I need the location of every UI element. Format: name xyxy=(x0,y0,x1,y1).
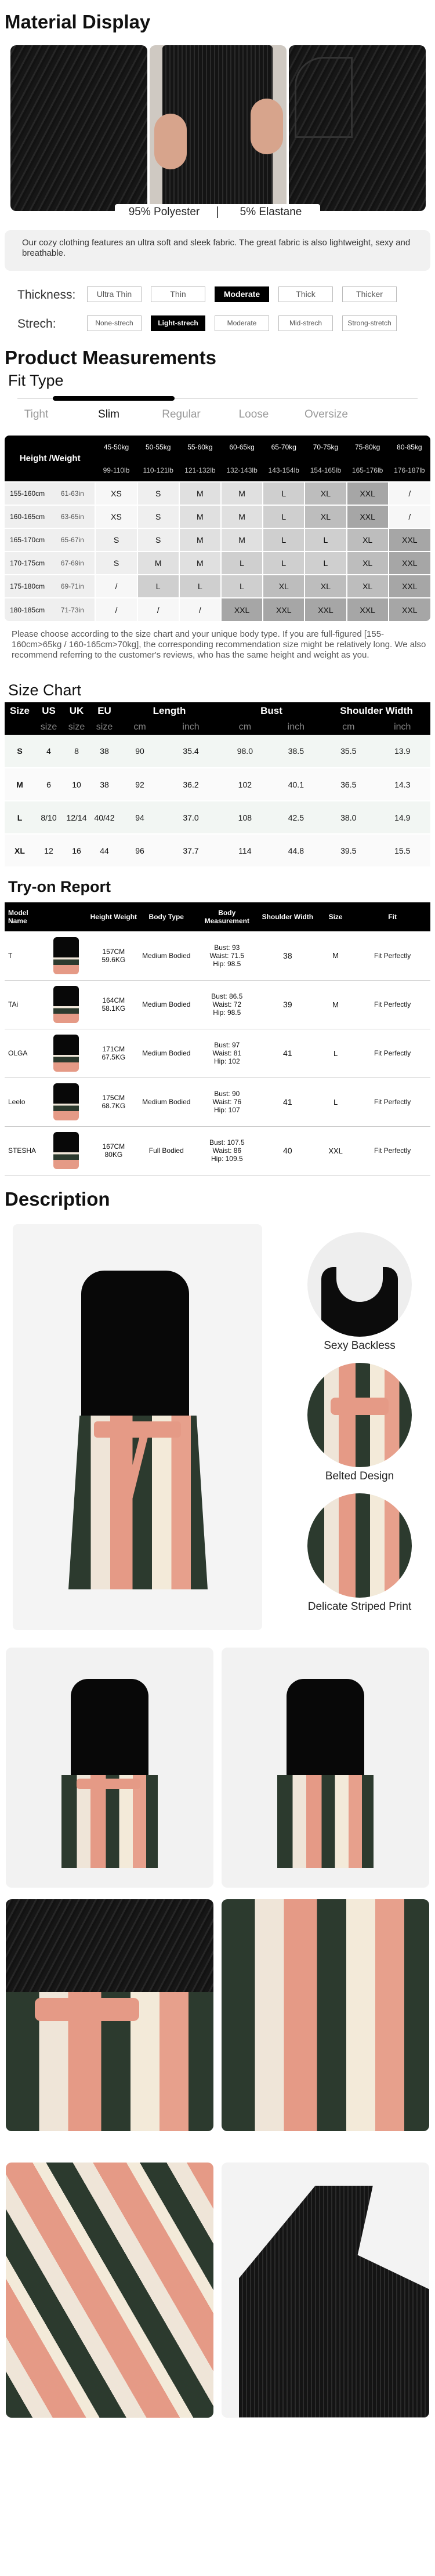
size-chart-row xyxy=(5,801,430,834)
height-weight-header: Height /Weight xyxy=(19,453,81,463)
height-cm: 175-180cm xyxy=(5,575,50,598)
recommended-size-cell: L xyxy=(179,575,221,598)
stretch-option-mid: Mid-strech xyxy=(278,315,333,331)
thickness-options xyxy=(87,286,397,302)
size-recommendation-table-wrap xyxy=(0,429,435,621)
try-on-row xyxy=(5,980,430,1029)
recommended-size-cell: XXL xyxy=(347,598,389,621)
model-height: 164CM xyxy=(102,996,125,1004)
col-us: US xyxy=(42,705,56,716)
body-measurement-cell xyxy=(195,1126,259,1175)
fit-result: Fit Perfectly xyxy=(374,1146,411,1155)
size-value: 37.7 xyxy=(183,846,199,855)
recommended-size-cell: L xyxy=(137,575,179,598)
recommended-size-cell: XXL xyxy=(347,505,389,528)
body-measurement: Hip: 107 xyxy=(213,1106,240,1114)
feature-belt-image xyxy=(307,1363,412,1467)
size-value: 39.5 xyxy=(340,846,357,855)
try-on-row xyxy=(5,931,430,980)
size-value: 44 xyxy=(100,846,109,855)
shoulder-width: 39 xyxy=(283,1000,292,1009)
stripe-fabric-closeup-image xyxy=(222,1899,429,2131)
size-value: 16 xyxy=(72,846,81,855)
size-value: 37.0 xyxy=(183,812,199,822)
model-photo xyxy=(53,937,79,974)
hem-detail-image xyxy=(6,2163,213,2418)
height-weight-cell xyxy=(90,1126,137,1175)
model-height: 175CM xyxy=(102,1094,125,1102)
model-photo-cell xyxy=(42,1077,90,1126)
recommended-size-cell: / xyxy=(389,505,430,528)
body-measurement: Waist: 81 xyxy=(212,1049,242,1057)
fabric-closeup-image xyxy=(10,45,147,211)
model-size: M xyxy=(332,951,339,960)
stretch-option-light: Light-strech xyxy=(151,315,205,331)
body-measurement: Waist: 71.5 xyxy=(209,951,245,960)
body-measurement: Bust: 93 xyxy=(214,943,240,952)
weight-lb-header: 99-110lb xyxy=(103,466,130,474)
model-photo-cell xyxy=(42,980,90,1029)
recommended-size-cell: M xyxy=(137,552,179,575)
fabric-properties xyxy=(0,271,435,340)
recommended-size-cell: M xyxy=(221,505,263,528)
recommended-size-cell: S xyxy=(137,482,179,505)
stretch-options xyxy=(87,315,397,331)
weight-kg-header: 45-50kg xyxy=(103,443,129,451)
col-uk: UK xyxy=(69,705,84,716)
recommended-size-cell: XXL xyxy=(389,598,430,621)
fit-result: Fit Perfectly xyxy=(374,1049,411,1057)
unit-subheader: cm xyxy=(238,722,252,732)
model-weight: 80KG xyxy=(104,1151,123,1159)
body-measurement: Bust: 97 xyxy=(214,1041,240,1049)
unit-subheader: size xyxy=(68,722,85,732)
try-on-table xyxy=(5,902,430,1175)
stretch-option-strong: Strong-stretch xyxy=(342,315,397,331)
size-value: 6 xyxy=(46,779,51,789)
col-length: Length xyxy=(153,705,186,716)
thickness-option-thicker: Thicker xyxy=(342,286,397,302)
recommended-size-cell: / xyxy=(95,598,137,621)
height-in: 61-63in xyxy=(50,482,95,505)
recommended-size-cell: L xyxy=(221,552,263,575)
unit-subheader: inch xyxy=(182,722,200,732)
size-value: 14.9 xyxy=(394,812,411,822)
body-type: Medium Bodied xyxy=(142,1049,191,1057)
size-chart-row xyxy=(5,834,430,867)
recommended-size-cell: M xyxy=(179,482,221,505)
recommended-size-cell: L xyxy=(263,552,304,575)
product-photo-grid xyxy=(0,1641,435,2163)
size-recommendation-row xyxy=(5,505,430,528)
weight-kg-header: 70-75kg xyxy=(313,443,339,451)
size-value: 108 xyxy=(238,812,252,822)
body-type: Medium Bodied xyxy=(142,1098,191,1106)
fabric-stretch-image xyxy=(150,45,287,211)
size-value: 114 xyxy=(238,846,252,855)
fit-result: Fit Perfectly xyxy=(374,951,411,960)
unit-subheader: cm xyxy=(342,722,355,732)
unit-subheader: cm xyxy=(133,722,146,732)
height-weight-cell xyxy=(90,980,137,1029)
weight-lb-header: 132-143lb xyxy=(226,466,258,474)
thickness-option-moderate: Moderate xyxy=(215,286,269,302)
weight-lb-header: 110-121lb xyxy=(143,466,173,474)
model-height: 167CM xyxy=(102,1142,125,1151)
weight-lb-header: 176-187lb xyxy=(394,466,425,474)
garment-detail-image xyxy=(289,45,426,211)
recommended-size-cell: S xyxy=(95,552,137,575)
body-measurement: Hip: 98.5 xyxy=(213,1008,241,1017)
body-measurement: Hip: 98.5 xyxy=(213,959,241,968)
try-on-row xyxy=(5,1077,430,1126)
try-on-row xyxy=(5,1126,430,1175)
size-value: 12 xyxy=(44,846,53,855)
recommended-size-cell: M xyxy=(221,482,263,505)
back-view-image xyxy=(222,1648,429,1888)
height-in: 63-65in xyxy=(50,505,95,528)
recommended-size-cell: / xyxy=(137,598,179,621)
size-recommendation-row xyxy=(5,598,430,621)
size-value: 12/14 xyxy=(66,812,87,822)
body-measurement: Hip: 102 xyxy=(213,1057,240,1065)
size-value: 8 xyxy=(74,746,79,756)
size-value: 35.5 xyxy=(340,746,357,756)
body-measurement: Waist: 86 xyxy=(212,1146,242,1155)
recommended-size-cell: S xyxy=(137,505,179,528)
stretch-label: Strech: xyxy=(17,317,56,331)
model-photo-cell xyxy=(42,1029,90,1077)
size-chart-table xyxy=(5,702,430,868)
fit-option-regular: Regular xyxy=(162,408,201,420)
size-value: 42.5 xyxy=(288,812,304,822)
height-in: 67-69in xyxy=(50,552,95,575)
recommended-size-cell: XL xyxy=(347,528,389,552)
body-measurement: Waist: 72 xyxy=(212,1000,242,1008)
fit-option-tight: Tight xyxy=(24,408,49,420)
size-value: 38 xyxy=(100,779,109,789)
model-name: STESHA xyxy=(8,1146,37,1155)
model-size: XXL xyxy=(328,1146,343,1155)
model-photo xyxy=(53,1035,79,1072)
description-title: Description xyxy=(5,1188,110,1210)
model-name: OLGA xyxy=(8,1049,28,1057)
recommended-size-cell: M xyxy=(221,528,263,552)
recommended-size-cell: L xyxy=(263,482,304,505)
shoulder-width: 41 xyxy=(283,1097,292,1106)
try-on-wrap xyxy=(0,902,435,1175)
body-measurement: Hip: 109.5 xyxy=(211,1155,243,1163)
model-photo xyxy=(53,986,79,1023)
size-value: 36.5 xyxy=(340,779,357,789)
model-weight: 58.1KG xyxy=(102,1004,126,1013)
recommended-size-cell: M xyxy=(179,552,221,575)
weight-kg-header: 50-55kg xyxy=(146,443,171,451)
recommended-size-cell: L xyxy=(304,528,346,552)
size-value: 38 xyxy=(100,746,109,756)
shoulder-width: 38 xyxy=(283,950,292,960)
model-name: Leelo xyxy=(8,1098,26,1106)
model-photo-cell xyxy=(42,931,90,980)
size-value: 98.0 xyxy=(237,746,253,756)
size-value: 38.5 xyxy=(288,746,304,756)
recommended-size-cell: XXL xyxy=(389,575,430,598)
size-note: Please choose according to the size chart and your unique body type. If you are full-figured [155-160cm>65kg / 160-165cm>70kg], the corresponding recommendation size might be relatively long. We also recommend referring to the customer's reviews, who has the same height and weight as you. xyxy=(12,629,426,660)
body-type: Full Bodied xyxy=(148,1146,184,1155)
shoulder-width: 41 xyxy=(283,1048,292,1058)
unit-subheader: inch xyxy=(394,722,411,732)
model-size: L xyxy=(333,1097,338,1106)
col-size: Size xyxy=(9,705,30,716)
height-weight-cell xyxy=(90,931,137,980)
size-value: 36.2 xyxy=(183,779,199,789)
recommended-size-cell: XXL xyxy=(389,552,430,575)
weight-kg-header: 75-80kg xyxy=(354,443,380,451)
size-value: 38.0 xyxy=(340,812,357,822)
measurements-title: Product Measurements xyxy=(5,347,216,368)
size-value: 102 xyxy=(238,779,252,789)
height-cm: 165-170cm xyxy=(5,528,50,552)
col-height-weight: Height Weight xyxy=(90,913,137,921)
size-value: 94 xyxy=(135,812,144,822)
feature-backless-label: Sexy Backless xyxy=(324,1339,396,1352)
col-eu: EU xyxy=(97,705,111,716)
height-in: 65-67in xyxy=(50,528,95,552)
height-in: 69-71in xyxy=(50,575,95,598)
recommended-size-cell: XXL xyxy=(304,598,346,621)
col-bust: Bust xyxy=(260,705,282,716)
weight-lb-header: 154-165lb xyxy=(310,466,342,474)
body-type: Medium Bodied xyxy=(142,1000,191,1008)
recommended-size-cell: / xyxy=(179,598,221,621)
unit-subheader: size xyxy=(96,722,113,732)
size-label: XL xyxy=(14,846,25,855)
size-recommendation-table xyxy=(5,436,430,621)
strap-detail-image xyxy=(222,2163,429,2418)
thickness-option-ultra-thin: Ultra Thin xyxy=(87,286,142,302)
model-size: L xyxy=(333,1048,338,1058)
weight-kg-header: 60-65kg xyxy=(229,443,255,451)
size-chart-row xyxy=(5,735,430,768)
size-value: 13.9 xyxy=(394,746,411,756)
col-body-measurement: Body Measurement xyxy=(204,909,249,925)
size-value: 14.3 xyxy=(394,779,411,789)
recommended-size-cell: M xyxy=(179,505,221,528)
size-chart-title: Size Chart xyxy=(8,681,82,699)
body-type: Medium Bodied xyxy=(142,951,191,960)
size-chart-wrap xyxy=(0,702,435,868)
size-value: 15.5 xyxy=(394,846,411,855)
body-measurement-cell xyxy=(195,1077,259,1126)
description-hero xyxy=(0,1221,435,1641)
size-chart-row xyxy=(5,768,430,801)
model-weight: 59.6KG xyxy=(102,955,126,964)
feature-stripes-image xyxy=(307,1493,412,1598)
weight-lb-header: 143-154lb xyxy=(268,466,299,474)
thickness-option-thick: Thick xyxy=(278,286,333,302)
recommended-size-cell: XXL xyxy=(389,528,430,552)
col-fit: Fit xyxy=(388,913,397,921)
model-name: T xyxy=(8,951,13,960)
size-value: 44.8 xyxy=(288,846,304,855)
recommended-size-cell: XL xyxy=(304,482,346,505)
weight-lb-header: 165-176lb xyxy=(351,466,383,474)
feature-belt-label: Belted Design xyxy=(325,1470,394,1482)
size-value: 92 xyxy=(135,779,144,789)
model-weight: 67.5KG xyxy=(102,1053,126,1061)
height-cm: 170-175cm xyxy=(5,552,50,575)
col-model-photo xyxy=(42,902,90,931)
fit-result: Fit Perfectly xyxy=(374,1000,411,1008)
size-recommendation-row xyxy=(5,482,430,505)
model-photo xyxy=(53,1132,79,1169)
body-measurement: Bust: 86.5 xyxy=(211,992,243,1000)
col-size: Size xyxy=(328,913,343,921)
stretch-option-none: None-strech xyxy=(87,315,142,331)
model-photo xyxy=(53,1083,79,1120)
stretch-option-moderate: Moderate xyxy=(215,315,269,331)
height-in: 71-73in xyxy=(50,598,95,621)
height-cm: 180-185cm xyxy=(5,598,50,621)
weight-kg-header: 80-85kg xyxy=(397,443,422,451)
fit-option-oversize: Oversize xyxy=(304,408,348,420)
material-description: Our cozy clothing features an ultra soft and sleek fabric. The great fabric is also lightweight, sexy and breathable. xyxy=(5,230,430,271)
recommended-size-cell: XL xyxy=(347,552,389,575)
size-value: 35.4 xyxy=(183,746,199,756)
weight-lb-header: 121-132lb xyxy=(184,466,216,474)
height-weight-cell xyxy=(90,1029,137,1077)
composition-bar xyxy=(115,204,320,220)
model-name: TAi xyxy=(8,1000,19,1008)
size-value: 10 xyxy=(72,779,81,789)
size-value: 96 xyxy=(135,846,144,855)
recommended-size-cell: M xyxy=(179,528,221,552)
detail-photo-row xyxy=(0,2163,435,2422)
size-recommendation-row xyxy=(5,528,430,552)
body-measurement: Bust: 107.5 xyxy=(209,1138,245,1146)
recommended-size-cell: / xyxy=(95,575,137,598)
recommended-size-cell: L xyxy=(263,528,304,552)
material-title: Material Display xyxy=(5,11,151,32)
feature-backless-image xyxy=(307,1232,412,1337)
weight-kg-header: 65-70kg xyxy=(271,443,296,451)
material-gallery xyxy=(0,38,435,226)
size-recommendation-row xyxy=(5,552,430,575)
size-label: S xyxy=(17,746,23,756)
model-size: M xyxy=(332,1000,339,1009)
fit-type-title: Fit Type xyxy=(8,372,64,389)
composition-elastane: 5% Elastane xyxy=(240,206,302,218)
model-full-image xyxy=(13,1224,262,1630)
col-body-type: Body Type xyxy=(148,913,184,921)
fit-indicator xyxy=(53,396,175,401)
composition-polyester: 95% Polyester xyxy=(128,206,200,218)
recommended-size-cell: XL xyxy=(304,575,346,598)
body-measurement: Waist: 76 xyxy=(212,1098,242,1106)
feature-stripes-label: Delicate Striped Print xyxy=(307,1600,412,1613)
size-value: 40.1 xyxy=(288,779,304,789)
weight-kg-header: 55-60kg xyxy=(187,443,213,451)
recommended-size-cell: XXL xyxy=(263,598,304,621)
recommended-size-cell: XL xyxy=(263,575,304,598)
recommended-size-cell: XS xyxy=(95,505,137,528)
size-label: M xyxy=(16,779,23,789)
size-value: 8/10 xyxy=(41,812,57,822)
front-view-image xyxy=(6,1648,213,1888)
recommended-size-cell: XL xyxy=(347,575,389,598)
height-cm: 160-165cm xyxy=(5,505,50,528)
belt-closeup-image xyxy=(6,1899,213,2131)
size-label: L xyxy=(17,812,23,822)
size-recommendation-row xyxy=(5,575,430,598)
body-measurement-cell xyxy=(195,1029,259,1077)
recommended-size-cell: S xyxy=(95,528,137,552)
try-on-title: Try-on Report xyxy=(8,878,111,895)
model-weight: 68.7KG xyxy=(102,1102,126,1110)
model-height: 157CM xyxy=(102,947,125,956)
recommended-size-cell: XXL xyxy=(221,598,263,621)
recommended-size-cell: L xyxy=(304,552,346,575)
recommended-size-cell: L xyxy=(221,575,263,598)
size-value: 40/42 xyxy=(94,812,115,822)
recommended-size-cell: / xyxy=(389,482,430,505)
fit-option-loose: Loose xyxy=(238,408,269,420)
thickness-option-thin: Thin xyxy=(151,286,205,302)
recommended-size-cell: XXL xyxy=(347,482,389,505)
fit-type-scale xyxy=(0,394,435,429)
fit-options xyxy=(0,408,435,421)
recommended-size-cell: XL xyxy=(304,505,346,528)
size-value: 90 xyxy=(135,746,144,756)
fit-result: Fit Perfectly xyxy=(374,1098,411,1106)
body-measurement: Bust: 90 xyxy=(214,1090,240,1098)
body-measurement-cell xyxy=(195,980,259,1029)
col-model-name: Model Name xyxy=(8,909,28,925)
col-shoulder: Shoulder Width xyxy=(340,705,413,716)
unit-subheader: inch xyxy=(287,722,305,732)
try-on-row xyxy=(5,1029,430,1077)
fit-option-slim: Slim xyxy=(98,408,119,420)
recommended-size-cell: XS xyxy=(95,482,137,505)
height-weight-cell xyxy=(90,1077,137,1126)
shoulder-width: 40 xyxy=(283,1146,292,1155)
recommended-size-cell: L xyxy=(263,505,304,528)
thickness-label: Thickness: xyxy=(17,288,76,302)
model-height: 171CM xyxy=(102,1045,125,1053)
model-photo-cell xyxy=(42,1126,90,1175)
unit-subheader: size xyxy=(40,722,57,732)
height-cm: 155-160cm xyxy=(5,482,50,505)
size-value: 4 xyxy=(46,746,51,756)
col-shoulder-width: Shoulder Width xyxy=(262,913,314,921)
body-measurement-cell xyxy=(195,931,259,980)
recommended-size-cell: S xyxy=(137,528,179,552)
